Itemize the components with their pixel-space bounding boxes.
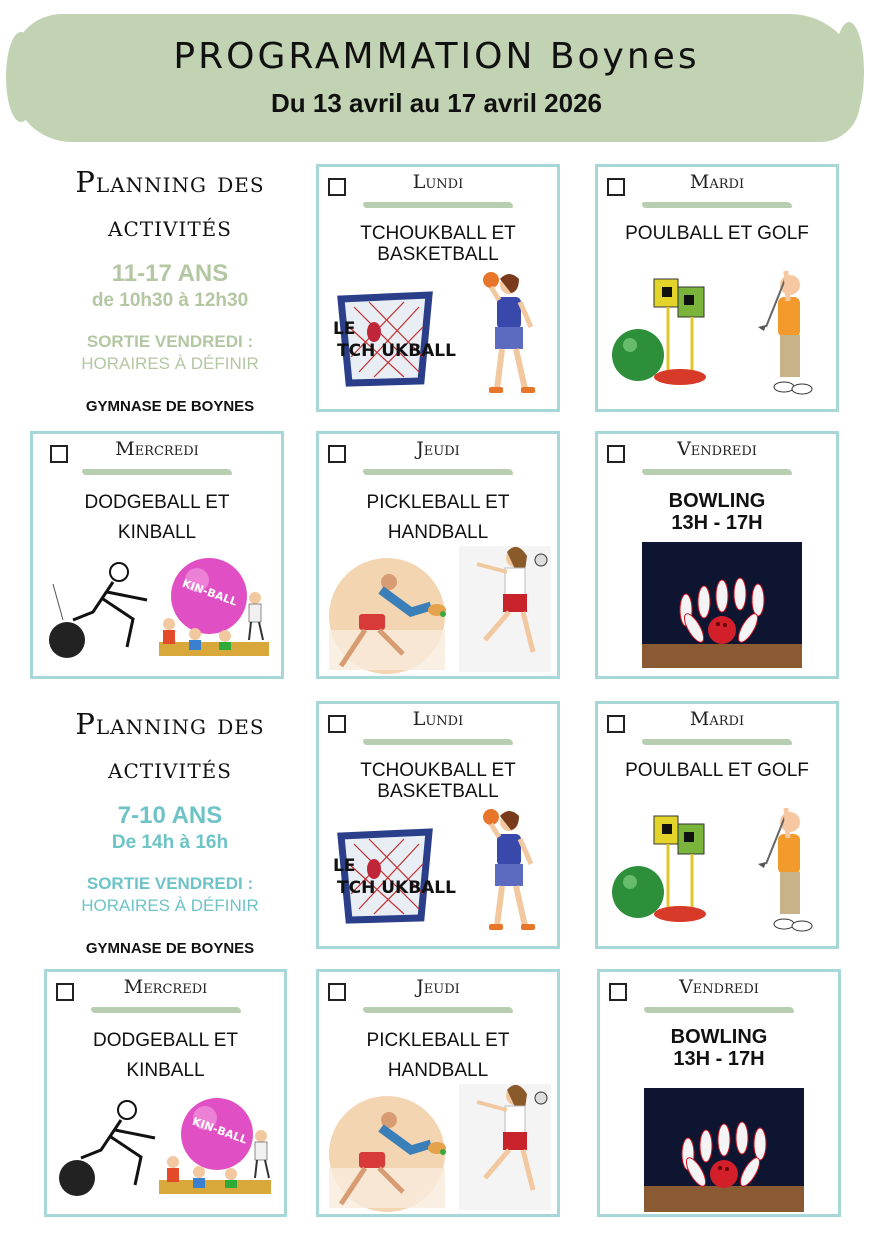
activity-label: DODGEBALL ET KINBALL: [92, 1030, 238, 1081]
outing-hours: HORAIRES À DÉFINIR: [81, 354, 259, 373]
activity-label: POULBALL ET GOLF: [625, 760, 809, 781]
group-info-7-10: [40, 702, 300, 957]
dodgeball-kinball-illustration: [33, 434, 281, 676]
venue: GYMNASE DE BOYNES: [85, 940, 255, 957]
activity-label: TCHOUKBALL ET BASKETBALL: [360, 223, 516, 265]
activity-label: POULBALL ET GOLF: [625, 223, 809, 244]
session-hours: De 14h à 16h: [111, 832, 229, 853]
outing-hours: HORAIRES À DÉFINIR: [81, 896, 259, 915]
poulball-target-icon: [612, 279, 706, 385]
page-title: PROGRAMMATION Boynes: [173, 36, 700, 77]
session-hours: de 10h30 à 12h30: [91, 290, 249, 311]
day-label: Mercredi: [123, 976, 208, 998]
poulball-golf-illustration: [598, 167, 836, 409]
bowling-illustration: [598, 434, 836, 676]
day-label: Mardi: [689, 708, 745, 730]
card-jeudi: [316, 431, 560, 679]
day-label: Vendredi: [679, 976, 759, 998]
card-lundi: [316, 164, 560, 412]
activity-label: BOWLING 13H - 17H: [670, 1026, 768, 1070]
basketball-player-icon: [483, 272, 535, 393]
day-label: Mercredi: [115, 438, 199, 460]
activity-label: PICKLEBALL ET HANDBALL: [366, 1030, 510, 1081]
planning-heading: Planning des activités: [75, 165, 265, 243]
card-mardi: [595, 164, 839, 412]
svg-text:TCH UKBALL: TCH UKBALL: [337, 341, 456, 361]
outing-label: SORTIE VENDREDI :: [86, 874, 254, 893]
age-range: 7-10 ANS: [117, 802, 223, 829]
svg-text:LE: LE: [333, 319, 356, 339]
svg-text:KIN-BALL: KIN-BALL: [180, 576, 239, 609]
day-label: Mardi: [689, 171, 745, 193]
svg-text:LE: LE: [333, 856, 356, 876]
handball-player-icon: [459, 546, 551, 672]
pickleball-handball-illustration: [319, 434, 557, 676]
svg-text:TCH UKBALL: TCH UKBALL: [337, 878, 456, 898]
venue: GYMNASE DE BOYNES: [85, 398, 255, 415]
day-label: Lundi: [412, 171, 464, 193]
dodgeball-player-icon: [49, 563, 147, 658]
bowling-illustration: [600, 972, 838, 1214]
card-mercredi: [44, 969, 287, 1217]
poulball-golf-illustration: [598, 704, 836, 946]
tchoukball-frame-icon: [333, 832, 456, 920]
age-range: 11-17 ANS: [111, 260, 229, 287]
kinball-group-icon: [159, 558, 269, 656]
planning-heading: Planning des activités: [75, 707, 265, 785]
golfer-icon: [758, 271, 812, 394]
dodgeball-kinball-illustration: [47, 972, 285, 1214]
day-label: Vendredi: [677, 438, 757, 460]
tchoukball-basketball-illustration: [319, 167, 557, 409]
card-lundi: [316, 701, 560, 949]
day-label: Jeudi: [416, 438, 460, 460]
pickleball-player-icon: [329, 1096, 446, 1212]
basketball-player-icon: [483, 809, 535, 930]
kinball-group-icon: [159, 1098, 271, 1194]
outing-label: SORTIE VENDREDI :: [86, 332, 254, 351]
card-vendredi: [597, 969, 841, 1217]
group-info-11-17: [40, 160, 300, 415]
day-label: Jeudi: [416, 976, 460, 998]
pickleball-handball-illustration: [319, 972, 557, 1214]
tchoukball-frame-icon: [333, 295, 456, 383]
pickleball-player-icon: [329, 558, 446, 674]
handball-player-icon: [459, 1084, 551, 1210]
card-mercredi: [30, 431, 284, 679]
card-vendredi: [595, 431, 839, 679]
activity-label: BOWLING 13H - 17H: [668, 490, 766, 534]
page-dates: Du 13 avril au 17 avril 2026: [271, 88, 602, 118]
activity-label: DODGEBALL ET KINBALL: [84, 492, 230, 543]
poulball-target-icon: [612, 816, 706, 922]
tchoukball-basketball-illustration: [319, 704, 557, 946]
card-jeudi: [316, 969, 560, 1217]
svg-text:KIN-BALL: KIN-BALL: [190, 1114, 249, 1147]
header-banner: [12, 14, 860, 142]
golfer-icon: [758, 808, 812, 931]
dodgeball-player-icon: [59, 1101, 155, 1196]
day-label: Lundi: [412, 708, 464, 730]
activity-label: TCHOUKBALL ET BASKETBALL: [360, 760, 516, 802]
card-mardi: [595, 701, 839, 949]
activity-label: PICKLEBALL ET HANDBALL: [366, 492, 510, 543]
